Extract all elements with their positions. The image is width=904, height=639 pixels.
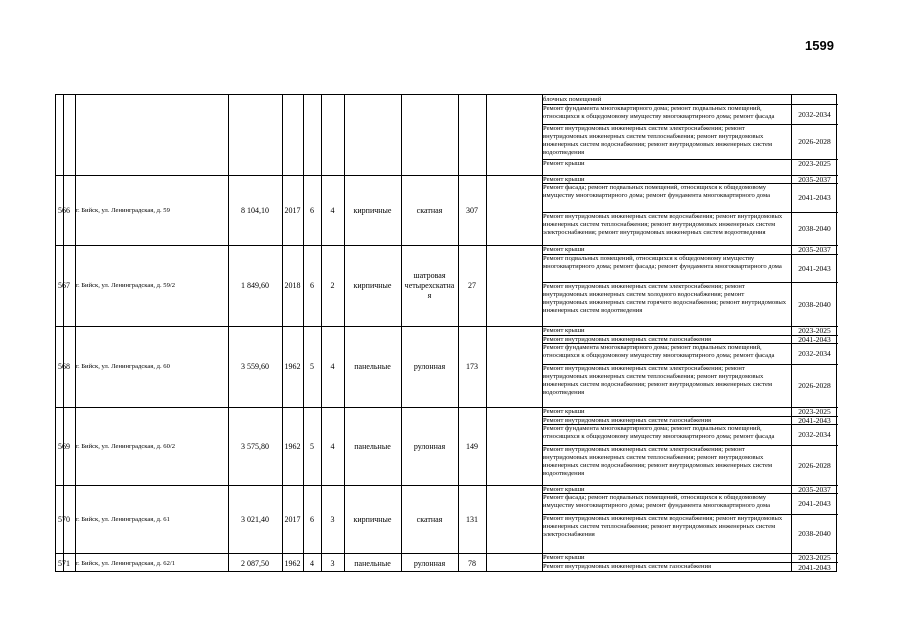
apartment-count: 78 — [468, 558, 476, 568]
building-address: г. Бийск, ул. Ленинградская, д. 60 — [76, 363, 170, 370]
column-divider — [486, 95, 487, 571]
column-divider — [401, 95, 402, 571]
page-number: 1599 — [805, 38, 834, 53]
work-description: Ремонт крыши — [543, 553, 585, 561]
building-address: г. Бийск, ул. Ленинградская, д. 59 — [76, 206, 170, 214]
row-divider — [542, 159, 838, 160]
row-number: 567 — [58, 281, 70, 290]
entrance-count: 4 — [330, 362, 335, 371]
wall-material: панельные — [354, 441, 391, 451]
total-area: 1 849,60 — [241, 281, 269, 290]
work-description: Ремонт крыши — [543, 326, 585, 334]
work-period: 2035-2037 — [798, 174, 831, 184]
work-description: Ремонт крыши — [543, 407, 585, 415]
year-built: 2017 — [284, 514, 301, 524]
work-description: Ремонт внутридомовых инженерных систем электроснабжения; ремонт внутридомовых инженерных систем теплоснабжения; ремонт внутридомовых инженерных систем водоснабжения; ремонт внутридомовых инженерных систем водоотведения — [543, 445, 773, 478]
work-period: 2023-2025 — [798, 553, 831, 562]
apartment-count: 173 — [466, 362, 478, 371]
work-description: Ремонт фасада; ремонт подвальных помещений, относящихся к общедомовому имуществу многоквартирного дома; ремонт фундамента многоквартирного дома — [543, 183, 771, 199]
building-address: г. Бийск, ул. Ленинградская, д. 60/2 — [76, 442, 176, 450]
floor-count: 6 — [310, 514, 314, 524]
work-period: 2038-2040 — [798, 224, 831, 233]
apartment-count: 27 — [468, 281, 476, 290]
capital-repair-table — [55, 94, 837, 572]
column-divider — [303, 95, 304, 571]
entrance-count: 2 — [330, 281, 335, 290]
roof-type: рулонная — [413, 362, 446, 371]
work-period: 2041-2043 — [798, 499, 831, 508]
entrance-count: 4 — [330, 441, 335, 451]
work-period: 2032-2034 — [798, 430, 831, 439]
work-description: Ремонт внутридомовых инженерных систем электроснабжения; ремонт внутридомовых инженерных систем теплоснабжения; ремонт внутридомовых инженерных систем водоснабжения; ремонт внутридомовых инженерных систем водоотведения — [543, 124, 773, 157]
wall-material: панельные — [354, 362, 391, 371]
work-period: 2032-2034 — [798, 349, 831, 358]
work-description: Ремонт крыши — [543, 485, 585, 493]
work-period: 2032-2034 — [798, 109, 831, 119]
work-description: Ремонт фундамента многоквартирного дома; ремонт подвальных помещений, относящихся к общедомовому имуществу многоквартирного дома; ремонт фасада — [543, 343, 775, 359]
floor-count: 6 — [310, 281, 314, 290]
row-divider — [542, 124, 838, 125]
building-address: г. Бийск, ул. Ленинградская, д. 59/2 — [76, 282, 176, 289]
work-period: 2026-2028 — [798, 137, 831, 146]
work-description: Ремонт крыши — [543, 159, 585, 167]
row-number: 569 — [58, 441, 70, 451]
year-built: 1962 — [284, 362, 301, 371]
year-built: 1962 — [284, 558, 301, 568]
work-description: Ремонт фундамента многоквартирного дома; ремонт подвальных помещений, относящихся к общедомовому имуществу многоквартирного дома; ремонт фасада — [543, 104, 775, 120]
work-description: Ремонт внутридомовых инженерных систем газоснабжения — [543, 335, 712, 343]
work-period: 2041-2043 — [798, 263, 831, 273]
wall-material: кирпичные — [353, 281, 392, 290]
work-description: Ремонт внутридомовых инженерных систем электроснабжения; ремонт внутридомовых инженерных систем холодного водоснабжения; ремонт внутридомовых инженерных систем горячего водоснабжения; ремонт внутридомовых инженерных систем водоотведения — [543, 282, 787, 315]
roof-type: шатровая четырехскатна я — [404, 270, 455, 300]
work-period: 2023-2025 — [798, 158, 831, 168]
year-built: 2018 — [284, 281, 301, 290]
roof-type: скатная — [416, 205, 443, 215]
work-period: 2035-2037 — [798, 245, 831, 254]
column-divider — [321, 95, 322, 571]
entrance-count: 3 — [330, 514, 335, 524]
work-description: Ремонт внутридомовых инженерных систем водоснабжения; ремонт внутридомовых инженерных систем теплоснабжения; ремонт внутридомовых инженерных систем электроснабжения; ремонт внутридомовых инженерных систем водоотведения — [543, 212, 783, 236]
total-area: 3 021,40 — [241, 514, 269, 524]
row-divider — [542, 104, 838, 105]
total-area: 2 087,50 — [241, 558, 269, 568]
work-period: 2041-2043 — [798, 415, 831, 425]
work-description: Ремонт крыши — [543, 175, 585, 183]
row-number: 568 — [58, 362, 70, 371]
entrance-count: 4 — [330, 205, 335, 215]
wall-material: кирпичные — [353, 514, 392, 524]
row-number: 570 — [58, 514, 70, 524]
floor-count: 4 — [310, 558, 314, 568]
floor-count: 5 — [310, 362, 314, 371]
work-description: блочных помещений — [543, 95, 602, 103]
column-divider — [228, 95, 229, 571]
row-number: 571 — [58, 558, 70, 568]
column-divider — [63, 95, 64, 571]
work-period: 2026-2028 — [798, 381, 831, 390]
work-description: Ремонт фундамента многоквартирного дома; ремонт подвальных помещений, относящихся к общедомовому имуществу многоквартирного дома; ремонт фасада — [543, 424, 775, 440]
work-description: Ремонт внутридомовых инженерных систем электроснабжения; ремонт внутридомовых инженерных систем теплоснабжения; ремонт внутридомовых инженерных систем водоснабжения; ремонт внутридомовых инженерных систем водоотведения — [543, 364, 773, 397]
column-divider — [282, 95, 283, 571]
column-divider — [75, 95, 76, 571]
wall-material: кирпичные — [353, 205, 392, 215]
work-period: 2041-2043 — [798, 563, 831, 572]
work-description: Ремонт подвальных помещений, относящихся к общедомовому имуществу многоквартирного дома; ремонт фасада; ремонт фундамента многоквартирного дома — [543, 254, 782, 270]
entrance-count: 3 — [330, 558, 335, 568]
total-area: 8 104,10 — [241, 205, 269, 215]
floor-count: 6 — [310, 205, 314, 215]
work-period: 2023-2025 — [798, 407, 831, 416]
work-description: Ремонт внутридомовых инженерных систем водоснабжения; ремонт внутридомовых инженерных систем теплоснабжения; ремонт внутридомовых инженерных систем электроснабжения — [543, 514, 783, 538]
work-period: 2041-2043 — [798, 334, 831, 344]
total-area: 3 559,60 — [241, 362, 269, 371]
roof-type: скатная — [416, 514, 443, 524]
work-period: 2038-2040 — [798, 529, 831, 538]
apartment-count: 131 — [466, 514, 478, 524]
work-description: Ремонт фасада; ремонт подвальных помещений, относящихся к общедомовому имуществу многоквартирного дома; ремонт фундамента многоквартирного дома — [543, 493, 771, 509]
apartment-count: 149 — [466, 441, 478, 451]
roof-type: рулонная — [413, 558, 446, 568]
wall-material: панельные — [354, 558, 391, 568]
work-period: 2035-2037 — [798, 484, 831, 494]
building-address: г. Бийск, ул. Ленинградская, д. 61 — [76, 515, 170, 523]
work-period: 2041-2043 — [798, 193, 831, 202]
work-period: 2026-2028 — [798, 460, 831, 470]
year-built: 1962 — [284, 441, 301, 451]
floor-count: 5 — [310, 441, 314, 451]
work-description: Ремонт внутридомовых инженерных систем газоснабжения — [543, 562, 712, 570]
column-divider — [344, 95, 345, 571]
year-built: 2017 — [284, 205, 301, 215]
work-period: 2038-2040 — [798, 299, 831, 309]
apartment-count: 307 — [466, 205, 478, 215]
total-area: 3 575,80 — [241, 441, 269, 451]
work-description: Ремонт крыши — [543, 245, 585, 253]
building-address: г. Бийск, ул. Ленинградская, д. 62/1 — [76, 559, 176, 567]
column-divider — [458, 95, 459, 571]
work-period: 2023-2025 — [798, 326, 831, 335]
roof-type: рулонная — [413, 441, 446, 451]
row-number: 566 — [58, 205, 70, 215]
work-description: Ремонт внутридомовых инженерных систем газоснабжения — [543, 416, 712, 424]
